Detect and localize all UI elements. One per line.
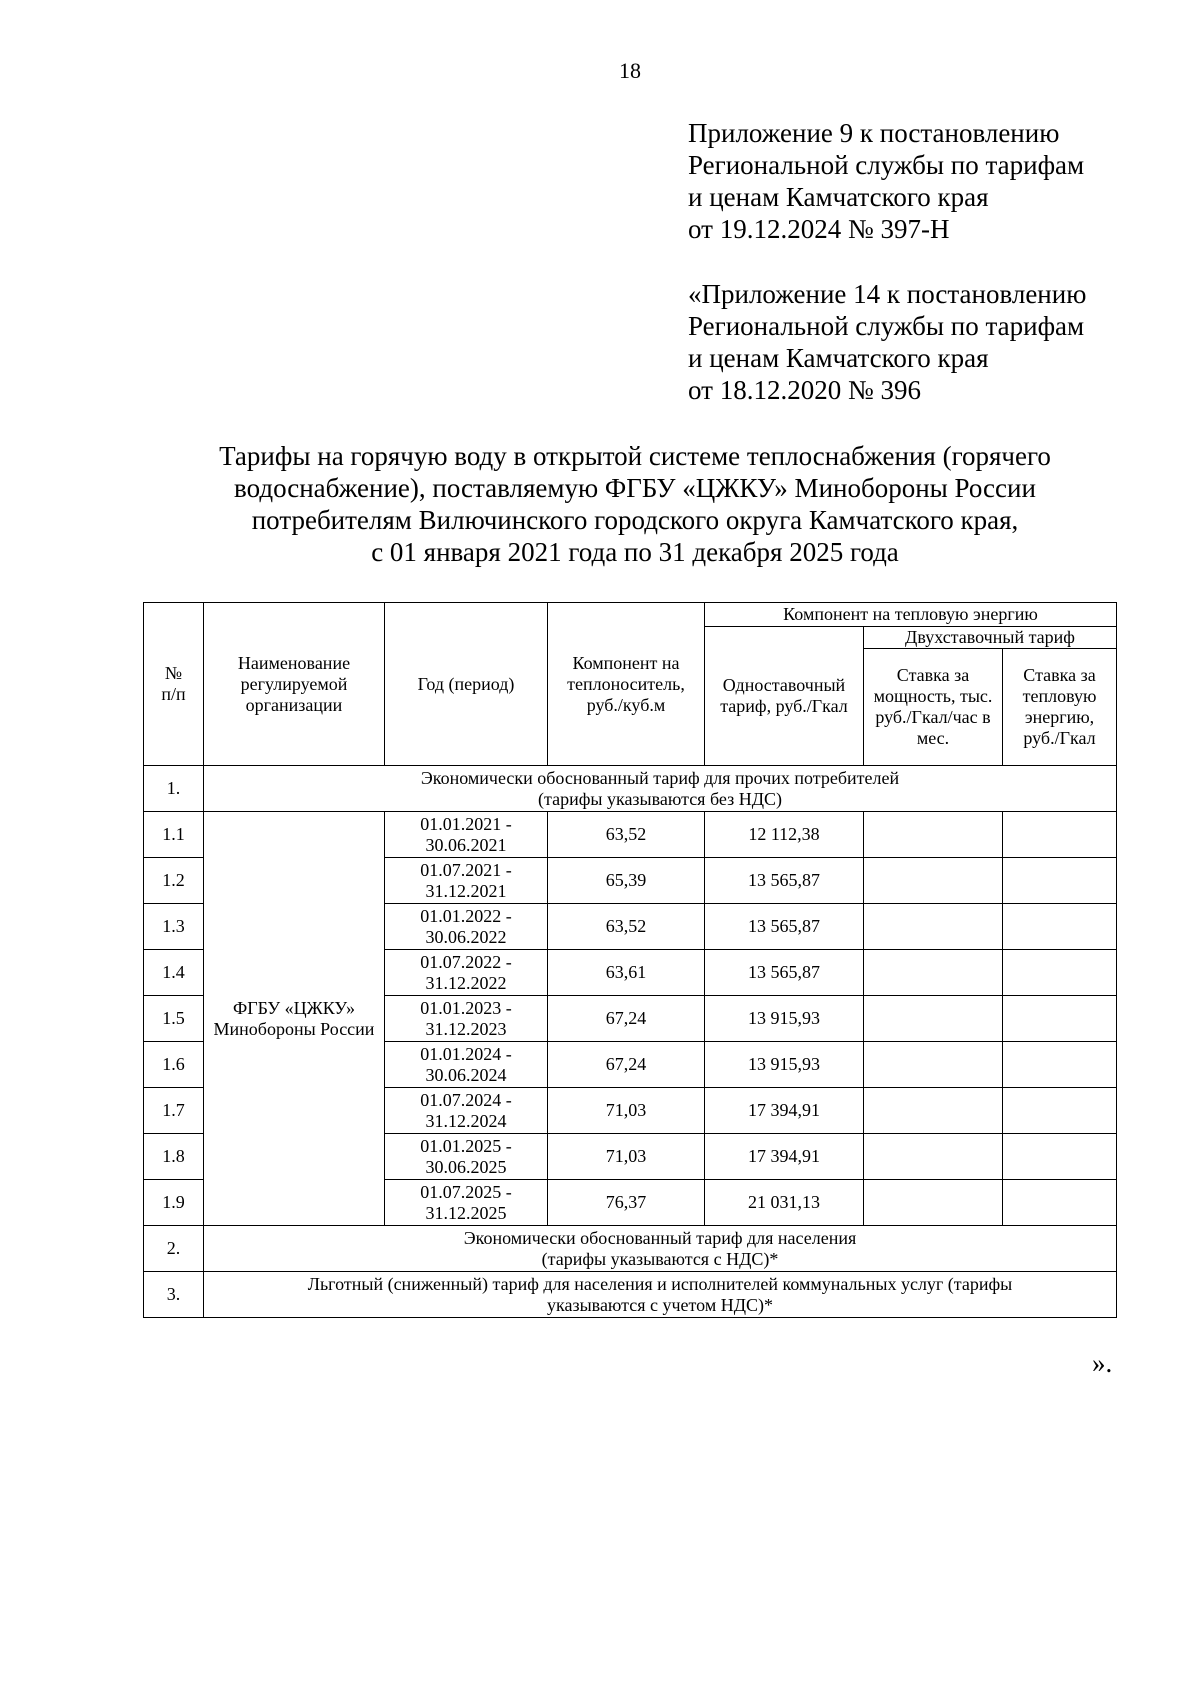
row-carrier: 71,03 <box>548 1088 705 1134</box>
appendix-original-header <box>688 278 1086 406</box>
row-period <box>385 1088 548 1134</box>
appendix-line: «Приложение 14 к постановлению <box>688 279 1087 309</box>
period-start: 01.07.2025 - <box>420 1181 512 1202</box>
row-one-part: 13 915,93 <box>705 996 864 1042</box>
page-number: 18 <box>619 58 641 83</box>
appendix-line: Региональной службы по тарифам <box>688 311 1085 341</box>
row-period <box>385 1134 548 1180</box>
row-carrier: 63,61 <box>548 950 705 996</box>
header-period: Год (период) <box>385 603 548 766</box>
row-energy <box>1003 812 1117 858</box>
title-line: потребителям Вилючинского городского округа Камчатского края, <box>251 505 1019 535</box>
row-capacity <box>864 858 1003 904</box>
row-one-part: 21 031,13 <box>705 1180 864 1226</box>
row-capacity <box>864 1134 1003 1180</box>
section-num: 3. <box>144 1272 204 1318</box>
appendix-current-header <box>688 117 1084 245</box>
row-num: 1.2 <box>144 858 204 904</box>
row-capacity <box>864 812 1003 858</box>
appendix-line: Приложение 9 к постановлению <box>688 118 1060 148</box>
row-energy <box>1003 1042 1117 1088</box>
header-two-part-group: Двухставочный тариф <box>864 627 1117 649</box>
row-carrier: 63,52 <box>548 812 705 858</box>
period-start: 01.07.2024 - <box>420 1089 512 1110</box>
row-period <box>385 1042 548 1088</box>
appendix-line: и ценам Камчатского края <box>688 343 989 373</box>
section-title-line: Экономически обоснованный тариф для населения <box>463 1227 857 1248</box>
row-one-part: 13 915,93 <box>705 1042 864 1088</box>
row-period <box>385 904 548 950</box>
row-carrier: 63,52 <box>548 904 705 950</box>
header-one-part: Одноставочный тариф, руб./Гкал <box>705 627 864 766</box>
period-start: 01.01.2022 - <box>420 905 512 926</box>
row-one-part: 17 394,91 <box>705 1088 864 1134</box>
row-num: 1.8 <box>144 1134 204 1180</box>
row-capacity <box>864 950 1003 996</box>
section-num: 2. <box>144 1226 204 1272</box>
row-energy <box>1003 1180 1117 1226</box>
row-carrier: 65,39 <box>548 858 705 904</box>
period-end: 31.12.2021 <box>425 880 507 901</box>
row-carrier: 67,24 <box>548 1042 705 1088</box>
row-capacity <box>864 904 1003 950</box>
row-energy <box>1003 950 1117 996</box>
title-line: с 01 января 2021 года по 31 декабря 2025 года <box>371 537 899 567</box>
row-period <box>385 812 548 858</box>
tariff-table <box>143 602 1117 1318</box>
row-num: 1.7 <box>144 1088 204 1134</box>
period-start: 01.01.2024 - <box>420 1043 512 1064</box>
header-energy-rate: Ставка за тепловую энергию, руб./Гкал <box>1003 649 1117 766</box>
header-energy-group: Компонент на тепловую энергию <box>705 603 1117 627</box>
row-energy <box>1003 1134 1117 1180</box>
row-energy <box>1003 904 1117 950</box>
period-end: 31.12.2022 <box>425 972 507 993</box>
header-num <box>144 603 204 766</box>
table-row <box>144 812 1117 858</box>
row-carrier: 71,03 <box>548 1134 705 1180</box>
row-one-part: 12 112,38 <box>705 812 864 858</box>
row-carrier: 76,37 <box>548 1180 705 1226</box>
document-title <box>160 440 1110 568</box>
row-one-part: 13 565,87 <box>705 858 864 904</box>
row-num: 1.3 <box>144 904 204 950</box>
row-num: 1.5 <box>144 996 204 1042</box>
row-period <box>385 950 548 996</box>
closing-quote: ». <box>1092 1348 1113 1378</box>
period-start: 01.01.2023 - <box>420 997 512 1018</box>
row-num: 1.6 <box>144 1042 204 1088</box>
row-one-part: 13 565,87 <box>705 904 864 950</box>
section-title-line: (тарифы указываются с НДС)* <box>541 1248 779 1269</box>
row-num: 1.4 <box>144 950 204 996</box>
header-num-line: № <box>164 663 183 683</box>
row-energy <box>1003 1088 1117 1134</box>
section-title <box>204 766 1117 812</box>
row-capacity <box>864 1042 1003 1088</box>
row-period <box>385 996 548 1042</box>
section-title <box>204 1272 1117 1318</box>
period-end: 31.12.2025 <box>425 1202 507 1223</box>
title-line: водоснабжение), поставляемую ФГБУ «ЦЖКУ» Минобороны России <box>234 473 1036 503</box>
row-period <box>385 858 548 904</box>
section-title-line: Льготный (сниженный) тариф для населения и исполнителей коммунальных услуг (тарифы <box>307 1273 1013 1294</box>
period-end: 30.06.2025 <box>425 1156 507 1177</box>
header-carrier: Компонент на теплоноситель, руб./куб.м <box>548 603 705 766</box>
header-capacity-rate: Ставка за мощность, тыс. руб./Гкал/час в мес. <box>864 649 1003 766</box>
row-num: 1.9 <box>144 1180 204 1226</box>
row-energy <box>1003 858 1117 904</box>
section-title-line: (тарифы указываются без НДС) <box>538 788 782 809</box>
row-one-part: 17 394,91 <box>705 1134 864 1180</box>
period-end: 31.12.2024 <box>425 1110 507 1131</box>
section-row <box>144 766 1117 812</box>
appendix-line: от 19.12.2024 № 397-Н <box>688 214 950 244</box>
row-carrier: 67,24 <box>548 996 705 1042</box>
period-end: 31.12.2023 <box>425 1018 507 1039</box>
section-row <box>144 1272 1117 1318</box>
period-end: 30.06.2022 <box>425 926 507 947</box>
period-start: 01.07.2022 - <box>420 951 512 972</box>
period-start: 01.01.2025 - <box>420 1135 512 1156</box>
section-title-line: Экономически обоснованный тариф для прочих потребителей <box>420 767 900 788</box>
row-period <box>385 1180 548 1226</box>
row-capacity <box>864 1180 1003 1226</box>
header-org: Наименование регулируемой организации <box>204 603 385 766</box>
section-title <box>204 1226 1117 1272</box>
period-end: 30.06.2024 <box>425 1064 507 1085</box>
row-num: 1.1 <box>144 812 204 858</box>
period-end: 30.06.2021 <box>425 834 507 855</box>
row-energy <box>1003 996 1117 1042</box>
period-start: 01.07.2021 - <box>420 859 512 880</box>
organization-name: ФГБУ «ЦЖКУ» Минобороны России <box>204 812 385 1226</box>
section-title-line: указываются с учетом НДС)* <box>547 1294 773 1315</box>
section-num: 1. <box>144 766 204 812</box>
appendix-line: и ценам Камчатского края <box>688 182 989 212</box>
row-capacity <box>864 1088 1003 1134</box>
title-line: Тарифы на горячую воду в открытой системе теплоснабжения (горячего <box>219 441 1051 471</box>
period-start: 01.01.2021 - <box>420 813 512 834</box>
section-row <box>144 1226 1117 1272</box>
row-capacity <box>864 996 1003 1042</box>
appendix-line: от 18.12.2020 № 396 <box>688 375 921 405</box>
appendix-line: Региональной службы по тарифам <box>688 150 1085 180</box>
table-header-row <box>144 603 1117 627</box>
row-one-part: 13 565,87 <box>705 950 864 996</box>
header-num-line: п/п <box>161 684 186 704</box>
